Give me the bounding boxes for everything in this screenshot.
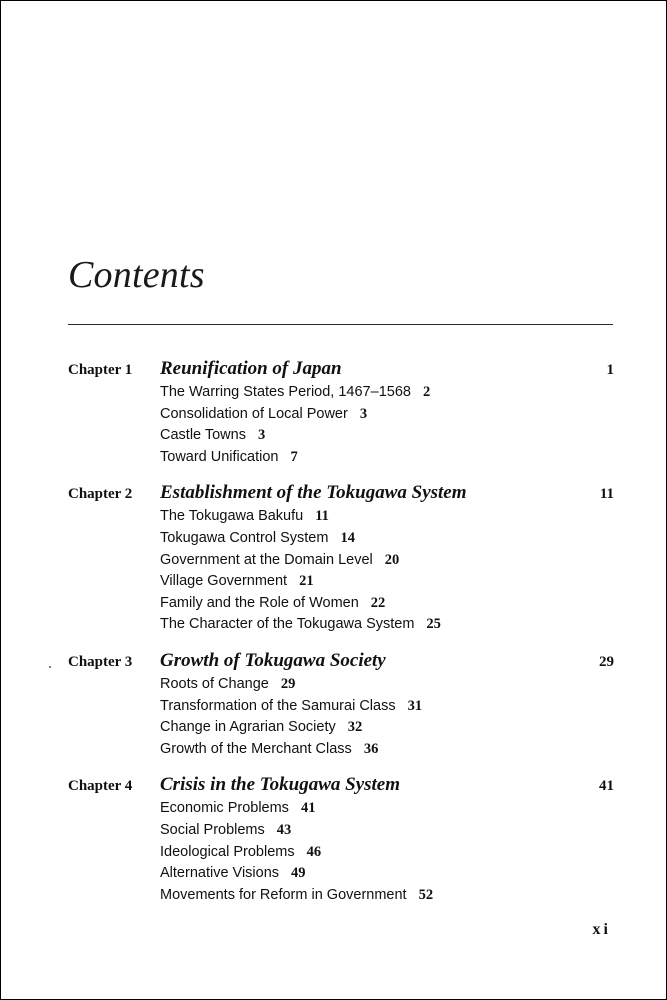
chapter-title: Crisis in the Tokugawa System — [160, 774, 401, 796]
section-entry — [160, 798, 614, 820]
chapter-label: Chapter 3 — [68, 653, 133, 670]
section-title: Social Problems — [160, 821, 265, 838]
section-page-number: 36 — [363, 740, 379, 757]
section-entry — [160, 382, 614, 404]
section-title: The Warring States Period, 1467–1568 — [160, 384, 411, 400]
section-page-number: 31 — [407, 697, 423, 714]
section-title: The Tokugawa Bakufu — [160, 508, 304, 525]
chapter-4 — [68, 774, 614, 906]
section-entry — [160, 425, 614, 447]
section-entry — [160, 820, 614, 842]
title-rule — [68, 324, 613, 325]
scan-speck — [49, 666, 51, 668]
chapter-page-number: 11 — [599, 486, 614, 503]
chapter-heading — [68, 358, 614, 382]
section-page-number: 3 — [359, 405, 368, 422]
section-page-number: 2 — [422, 384, 431, 400]
section-entry — [160, 447, 614, 469]
section-page-number: 43 — [276, 821, 292, 838]
section-entry — [160, 863, 614, 885]
page-title: Contents — [68, 254, 205, 296]
section-list — [68, 674, 614, 760]
section-entry — [160, 571, 614, 593]
section-list — [68, 382, 614, 468]
section-entry — [160, 842, 614, 864]
section-entry — [160, 550, 614, 572]
section-list — [68, 506, 614, 636]
section-title: Family and the Role of Women — [160, 594, 359, 611]
folio-page-number: xi — [592, 921, 611, 938]
chapter-3 — [68, 650, 614, 760]
section-title: Roots of Change — [160, 675, 269, 692]
section-page-number: 21 — [299, 573, 314, 590]
chapter-label: Chapter 2 — [68, 486, 133, 503]
section-page-number: 20 — [384, 551, 400, 568]
section-page-number: 3 — [257, 427, 266, 444]
section-page-number: 22 — [370, 594, 386, 611]
chapter-title: Reunification of Japan — [160, 358, 342, 379]
section-title: Movements for Reform in Government — [160, 886, 407, 903]
section-entry — [160, 506, 614, 528]
section-title: Transformation of the Samurai Class — [160, 697, 396, 714]
chapter-heading — [68, 774, 614, 798]
section-page-number: 46 — [306, 843, 322, 860]
section-entry — [160, 717, 614, 739]
section-entry — [160, 404, 614, 426]
section-page-number: 7 — [290, 448, 298, 465]
chapter-label: Chapter 1 — [68, 362, 133, 378]
chapter-title: Establishment of the Tokugawa System — [160, 482, 467, 504]
section-page-number: 29 — [280, 675, 296, 692]
section-title: Tokugawa Control System — [160, 529, 329, 546]
section-title: Growth of the Merchant Class — [160, 740, 352, 757]
section-entry — [160, 885, 614, 907]
chapter-page-number: 29 — [599, 653, 614, 670]
section-entry — [160, 739, 614, 761]
section-title: Consolidation of Local Power — [160, 405, 348, 422]
chapter-1 — [68, 358, 614, 468]
section-title: Castle Towns — [160, 427, 246, 444]
table-of-contents — [68, 358, 614, 920]
section-entry — [160, 593, 614, 615]
section-page-number: 49 — [291, 865, 306, 882]
section-title: Economic Problems — [160, 800, 289, 817]
section-title: Government at the Domain Level — [160, 551, 373, 568]
section-title: Toward Unification — [160, 448, 279, 465]
section-title: Change in Agrarian Society — [160, 719, 336, 736]
chapter-title: Growth of Tokugawa Society — [160, 649, 386, 671]
section-page-number: 14 — [340, 529, 355, 546]
section-entry — [160, 674, 614, 696]
chapter-2 — [68, 482, 614, 636]
section-entry — [160, 614, 614, 636]
chapter-label: Chapter 4 — [68, 778, 133, 795]
chapter-page-number: 1 — [606, 362, 614, 378]
chapter-heading — [68, 650, 614, 674]
section-entry — [160, 528, 614, 550]
chapter-heading — [68, 482, 614, 506]
section-list — [68, 798, 614, 906]
section-title: Village Government — [160, 573, 288, 590]
section-page-number: 11 — [315, 508, 329, 525]
section-page-number: 32 — [347, 719, 363, 736]
section-entry — [160, 696, 614, 718]
chapter-page-number: 41 — [599, 778, 614, 795]
section-page-number: 25 — [426, 616, 441, 633]
section-title: Alternative Visions — [160, 865, 280, 882]
section-title: Ideological Problems — [160, 843, 295, 860]
section-page-number: 41 — [300, 800, 316, 817]
section-page-number: 52 — [418, 886, 434, 903]
section-title: The Character of the Tokugawa System — [160, 616, 415, 633]
